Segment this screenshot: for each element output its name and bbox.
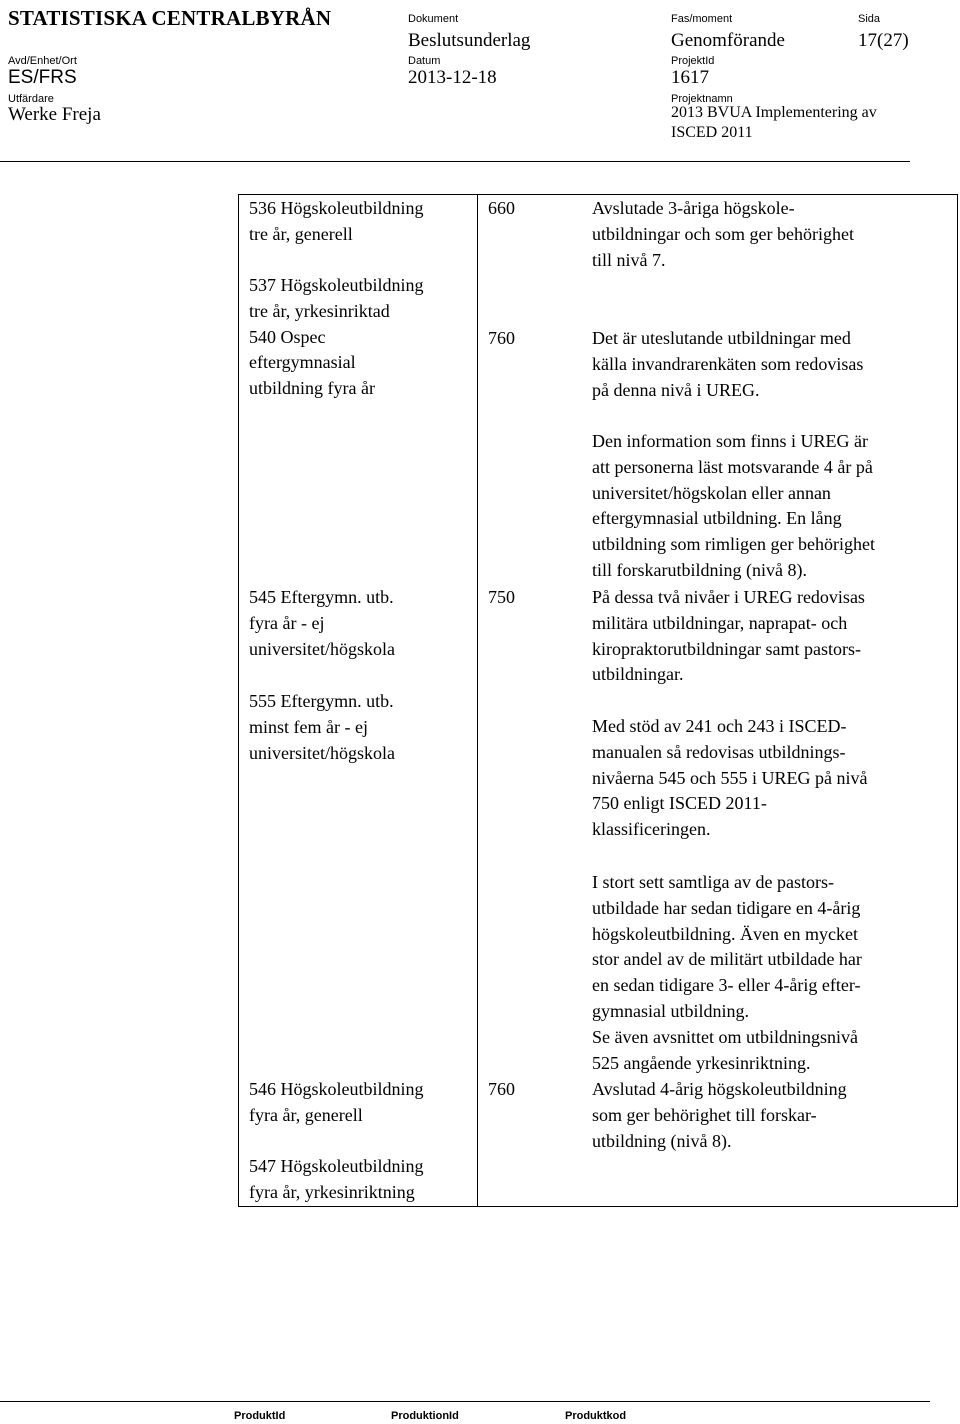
footer-produktkod: Produktkod (565, 1410, 627, 1422)
value-datum: 2013-12-18 (408, 67, 497, 88)
description-ureg-information: Den information som finns i UREG är att personerna läst motsvarande 4 år på universitet/högskolan eller annan eftergymnasial utbildning. En lång utbildning som rimligen ger behörighet till forskarutbildning (nivå 8). (592, 431, 875, 580)
level-536-label: 536 Högskoleutbildning tre år, generell (249, 198, 424, 244)
table-right-border (957, 194, 958, 1206)
description-760: Det är uteslutande utbildningar med källa invandrarenkäten som redovisas på denna nivå i UREG. (592, 328, 864, 400)
value-projektid: 1617 (671, 67, 709, 88)
level-537-540-label: 537 Högskoleutbildning tre år, yrkesinriktad 540 Ospec eftergymnasial utbildning fyra år (249, 275, 424, 399)
value-projektnamn-line2: ISCED 2011 (671, 124, 753, 141)
label-projektid: ProjektId (671, 55, 715, 67)
isced-code-750: 750 (488, 587, 515, 607)
value-avd-enhet-ort: ES/FRS (8, 67, 77, 88)
table-bottom-border (238, 1206, 958, 1207)
footer-produktid: ProduktId (234, 1410, 286, 1422)
level-547-label: 547 Högskoleutbildning fyra år, yrkesinriktning (249, 1156, 424, 1202)
value-projektnamn-line1: 2013 BVUA Implementering av (671, 104, 877, 121)
table-column-divider-1 (477, 194, 478, 1206)
description-750: På dessa två nivåer i UREG redovisas militära utbildningar, naprapat- och kiropraktorutbildningar samt pastors- utbildningar. (592, 587, 865, 685)
isced-code-660: 660 (488, 198, 515, 218)
table-top-border (238, 194, 958, 195)
value-dokument: Beslutsunderlag (408, 30, 531, 51)
header-divider (0, 161, 910, 162)
description-pastors-military: I stort sett samtliga av de pastors- utbildade har sedan tidigare en 4-årig högskoleutbildning. Även en mycket stor andel av de militärt utbildade har en sedan tidigare 3- eller 4-årig efter- gymnasial utbildning. Se även avsnittet om utbildningsnivå 525 angående yrkesinriktning. (592, 872, 862, 1073)
value-fas-moment: Genomförande (671, 30, 785, 51)
organization-name: STATISTISKA CENTRALBYRÅN (8, 6, 332, 30)
level-546-label: 546 Högskoleutbildning fyra år, generell (249, 1079, 424, 1125)
level-555-label: 555 Eftergymn. utb. minst fem år - ej universitet/högskola (249, 691, 395, 763)
value-utfardare: Werke Freja (8, 104, 101, 125)
label-fas-moment: Fas/moment (671, 13, 733, 25)
isced-code-760: 760 (488, 328, 515, 348)
label-sida: Sida (858, 13, 881, 25)
label-projektnamn: Projektnamn (671, 93, 733, 105)
table-left-border (238, 194, 239, 1206)
label-datum: Datum (408, 55, 441, 67)
footer-divider (0, 1401, 930, 1402)
isced-code-760-second: 760 (488, 1079, 515, 1099)
value-sida: 17(27) (858, 30, 909, 51)
footer-produktionid: ProduktionId (391, 1410, 459, 1422)
description-660: Avslutade 3-åriga högskole- utbildningar och som ger behörighet till nivå 7. (592, 198, 854, 270)
description-760-second: Avslutad 4-årig högskoleutbildning som ger behörighet till forskar- utbildning (nivå 8). (592, 1079, 847, 1151)
label-dokument: Dokument (408, 13, 459, 25)
description-isced-manual: Med stöd av 241 och 243 i ISCED- manualen så redovisas utbildnings- nivåerna 545 och 555 i UREG på nivå 750 enligt ISCED 2011- klassificeringen. (592, 716, 868, 840)
label-avd-enhet-ort: Avd/Enhet/Ort (8, 55, 77, 67)
level-545-label: 545 Eftergymn. utb. fyra år - ej universitet/högskola (249, 587, 395, 659)
label-utfardare: Utfärdare (8, 93, 54, 105)
